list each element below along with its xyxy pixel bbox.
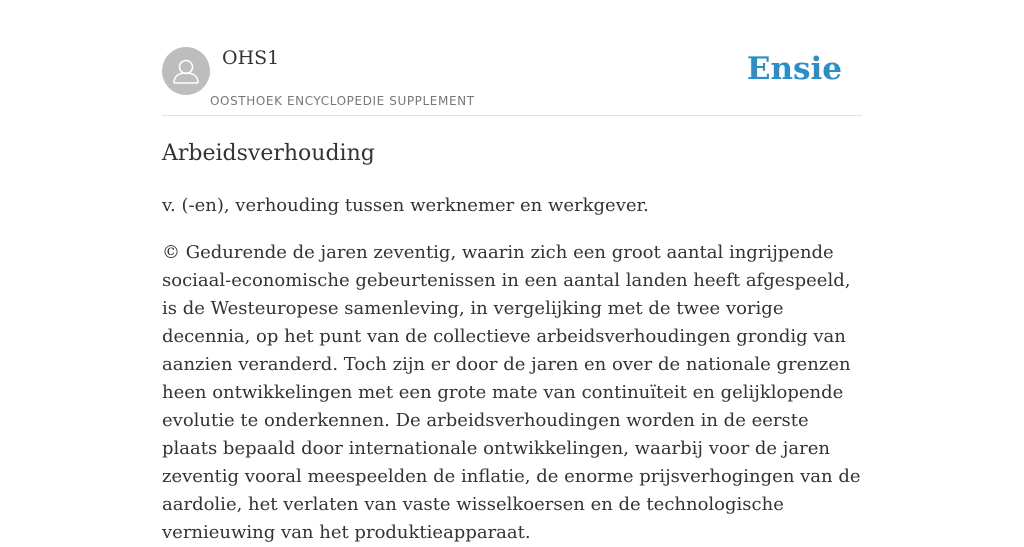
article (162, 136, 862, 547)
header (162, 0, 862, 116)
author-name[interactable]: OHS1 (222, 47, 280, 69)
source-label[interactable]: OOSTHOEK ENCYCLOPEDIE SUPPLEMENT (210, 94, 475, 108)
avatar[interactable] (162, 47, 210, 95)
user-placeholder-icon (162, 47, 210, 95)
article-definition: v. (-en), verhouding tussen werknemer en werkgever. (162, 195, 649, 216)
article-body: © Gedurende de jaren zeventig, waarin zich een groot aantal ingrijpende sociaal-economische gebeurtenissen in een aantal landen heeft afgespeeld, is de Westeuropese samenleving, in vergelijking met de twee vorige decennia, op het punt van de collectieve arbeidsverhoudingen grondig van aanzien veranderd. Toch zijn er door de jaren en over de nationale grenzen heen ontwikkelingen met een grote mate van continuïteit en gelijklopende evolutie te onderkennen. De arbeidsverhoudingen worden in de eerste plaats bepaald door internationale ontwikkelingen, waarbij voor de jaren zeventig vooral meespeelden de inflatie, de enorme prijsverhogingen van de aardolie, het verlaten van vaste wisselkoersen en de technologische vernieuwing van het produktieapparaat. (162, 242, 861, 543)
article-title: Arbeidsverhouding (162, 141, 375, 166)
site-logo[interactable]: Ensie (746, 51, 842, 87)
